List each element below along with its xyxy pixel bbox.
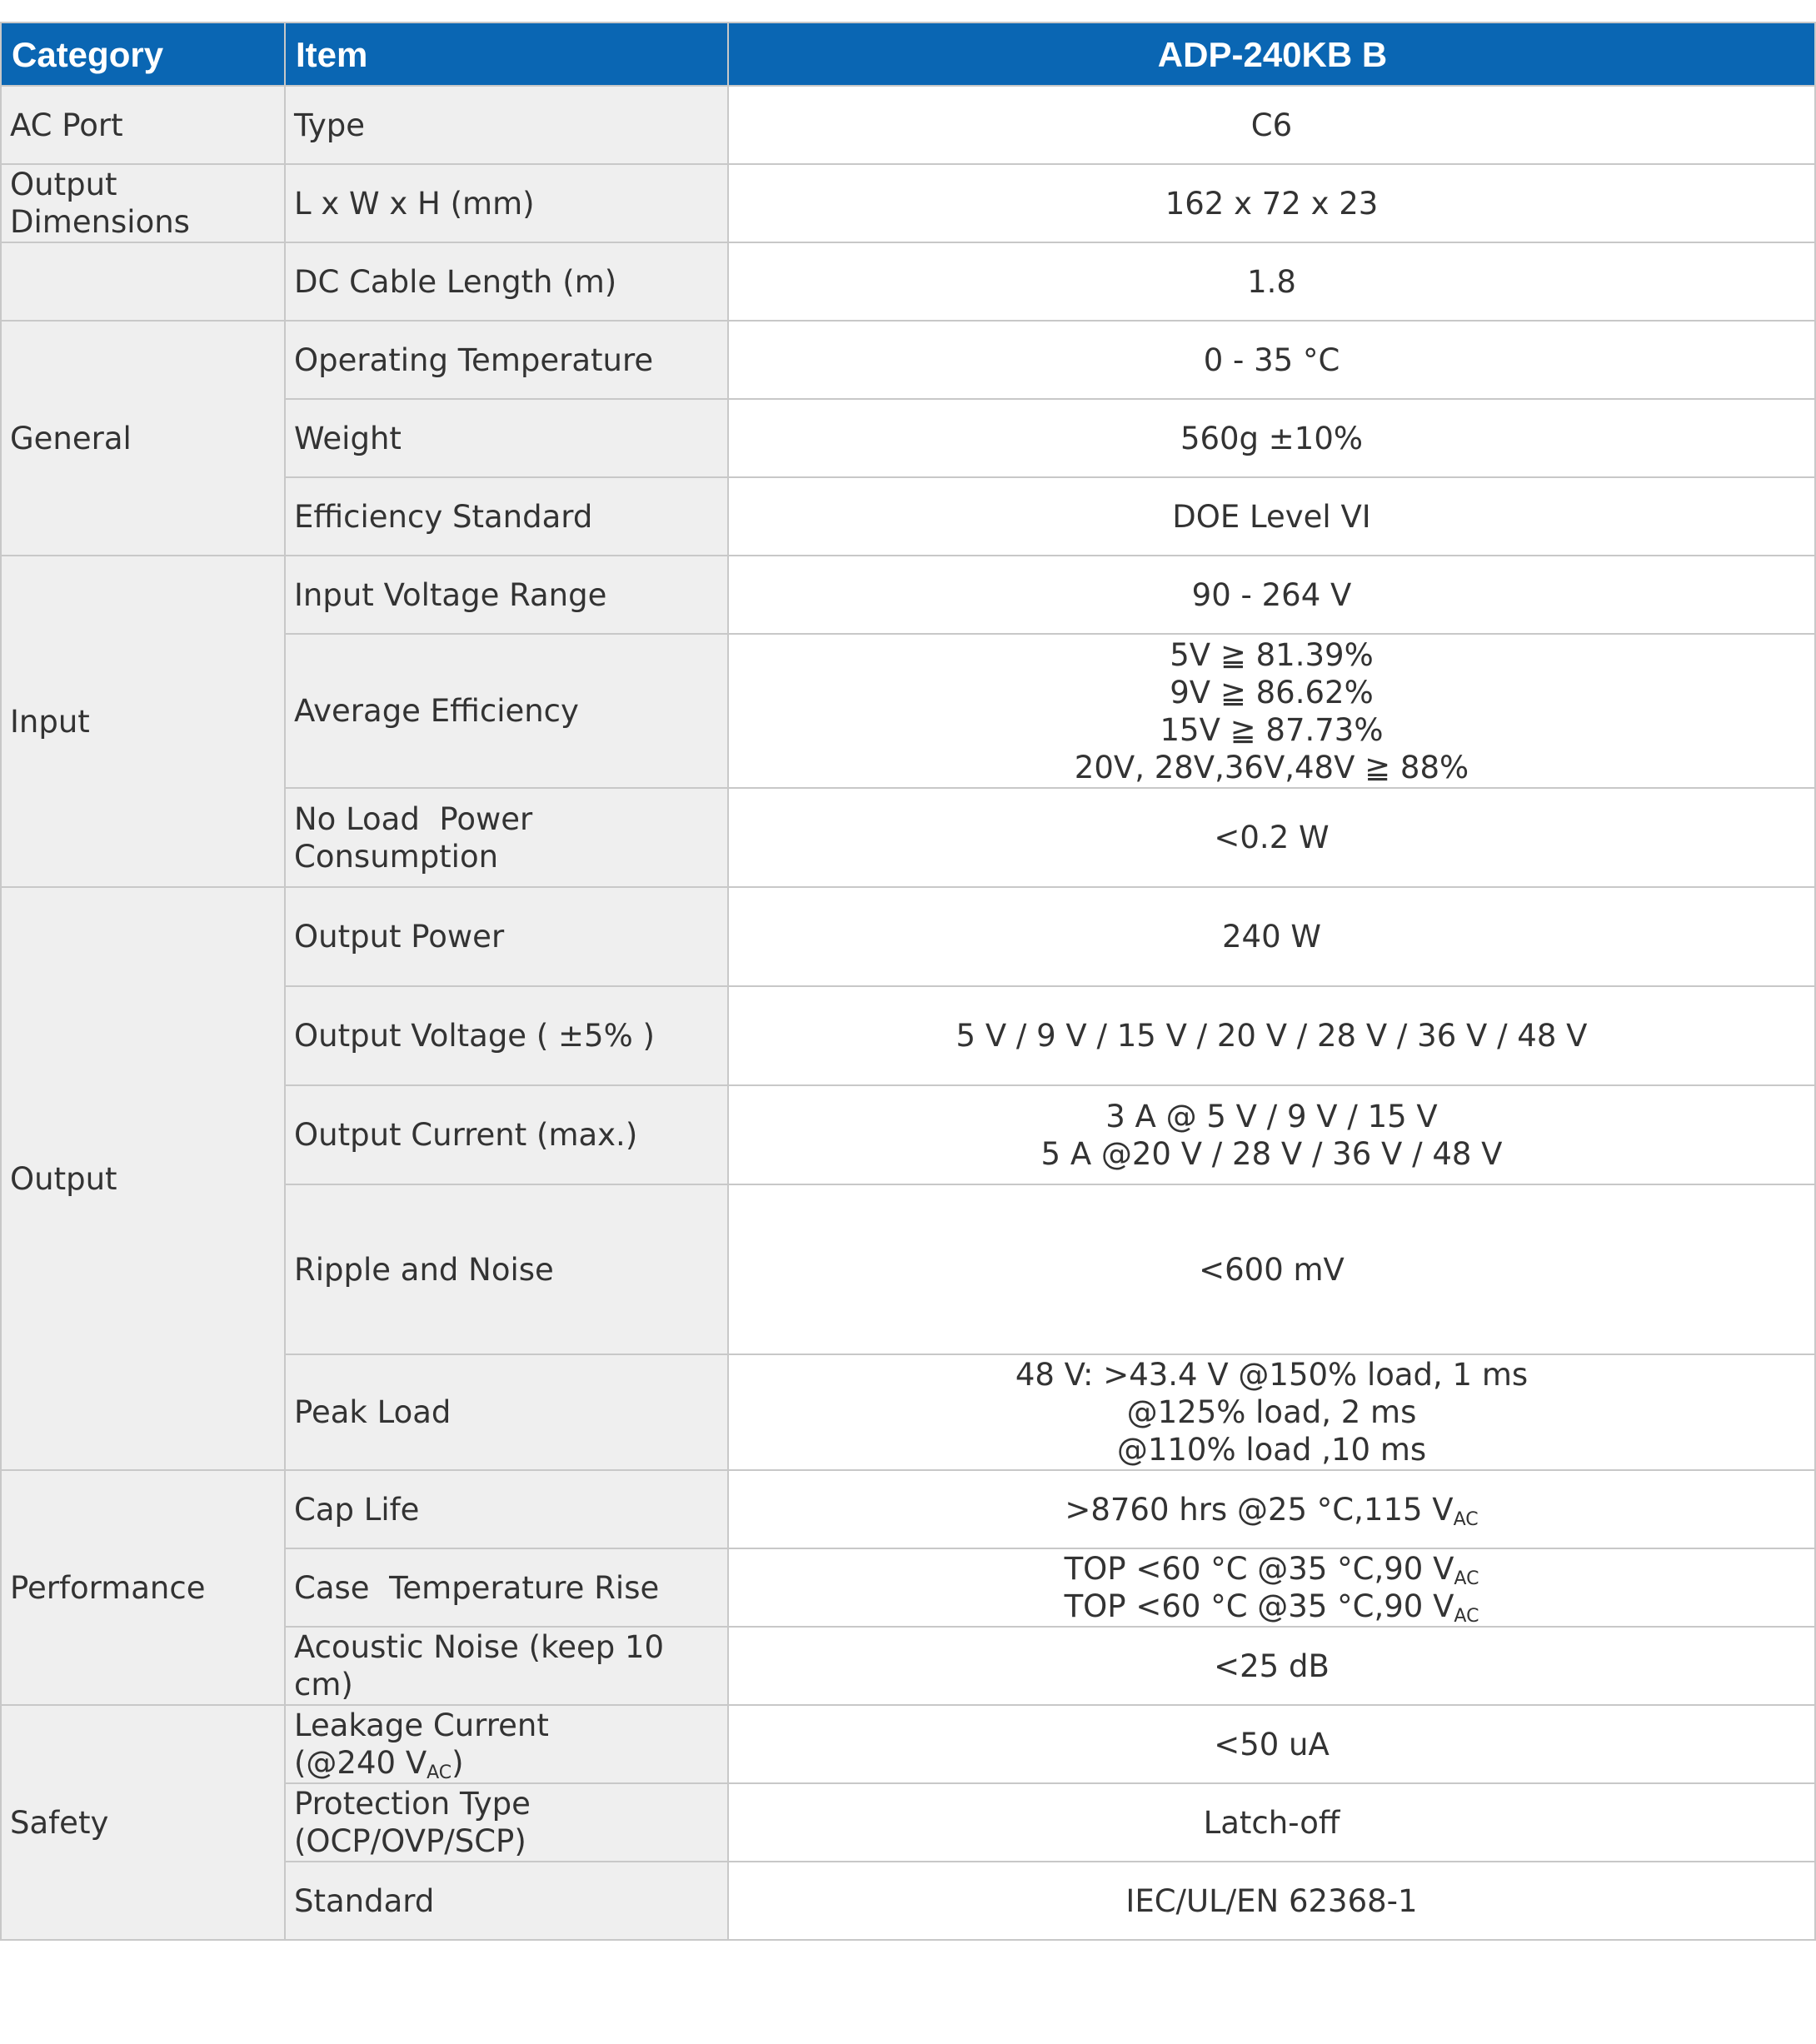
value-cell — [728, 1354, 1815, 1470]
item-cell: DC Cable Length (m) — [285, 242, 728, 321]
subscript: AC — [1454, 1568, 1479, 1589]
table-row — [1, 321, 1815, 399]
table-row — [1, 556, 1815, 634]
category-cell: Input — [1, 556, 285, 887]
item-line: (OCP/OVP/SCP) — [294, 1823, 526, 1859]
value-cell: 0 - 35 °C — [728, 321, 1815, 399]
value-cell: IEC/UL/EN 62368-1 — [728, 1862, 1815, 1940]
item-cell: Ripple and Noise — [285, 1184, 728, 1354]
item-cell: L x W x H (mm) — [285, 164, 728, 242]
table-row — [1, 1470, 1815, 1548]
table-row — [1, 1705, 1815, 1783]
value-cell: Latch-off — [728, 1783, 1815, 1862]
spec-table — [0, 22, 1816, 1941]
value-cell: 90 - 264 V — [728, 556, 1815, 634]
subscript: AC — [427, 1762, 452, 1783]
value-cell: 240 W — [728, 887, 1815, 986]
item-line: Leakage Current — [294, 1707, 549, 1743]
subscript: AC — [1453, 1508, 1479, 1530]
value-line — [737, 1588, 1806, 1625]
value-text: TOP <60 °C @35 °C,90 V — [1064, 1551, 1454, 1587]
item-text: (@240 V — [294, 1745, 427, 1781]
value-cell — [728, 1085, 1815, 1184]
item-cell: Acoustic Noise (keep 10 cm) — [285, 1627, 728, 1705]
item-cell: Efficiency Standard — [285, 477, 728, 556]
category-cell: General — [1, 321, 285, 556]
item-cell: Case Temperature Rise — [285, 1548, 728, 1627]
item-cell: Output Current (max.) — [285, 1085, 728, 1184]
category-cell: Safety — [1, 1705, 285, 1940]
item-line: No Load Power — [294, 800, 533, 837]
item-cell — [285, 788, 728, 887]
category-line: Dimensions — [10, 204, 190, 240]
value-line: 5 A @20 V / 28 V / 36 V / 48 V — [1040, 1135, 1503, 1172]
value-cell: <0.2 W — [728, 788, 1815, 887]
item-cell: Weight — [285, 399, 728, 477]
category-cell: Performance — [1, 1470, 285, 1705]
subscript: AC — [1454, 1606, 1479, 1627]
value-cell: <25 dB — [728, 1627, 1815, 1705]
header-row — [1, 22, 1815, 86]
category-cell — [1, 164, 285, 242]
item-cell: Output Power — [285, 887, 728, 986]
item-cell: Output Voltage ( ±5% ) — [285, 986, 728, 1085]
value-cell: DOE Level VI — [728, 477, 1815, 556]
table-row — [1, 164, 1815, 242]
item-cell: Standard — [285, 1862, 728, 1940]
item-cell — [285, 1705, 728, 1783]
item-cell: Type — [285, 86, 728, 164]
value-cell: C6 — [728, 86, 1815, 164]
category-line: Output — [10, 167, 117, 202]
value-line: 15V ≧ 87.73% — [1160, 711, 1384, 748]
value-line: 3 A @ 5 V / 9 V / 15 V — [1105, 1098, 1438, 1134]
item-cell: Cap Life — [285, 1470, 728, 1548]
category-cell — [1, 242, 285, 321]
value-line: 48 V: >43.4 V @150% load, 1 ms — [1015, 1357, 1529, 1393]
category-cell: Output — [1, 887, 285, 1470]
table-row — [1, 887, 1815, 986]
item-line: Protection Type — [294, 1786, 531, 1822]
item-cell: Input Voltage Range — [285, 556, 728, 634]
category-cell: AC Port — [1, 86, 285, 164]
value-line: @125% load, 2 ms — [1126, 1394, 1417, 1430]
value-cell — [728, 1548, 1815, 1627]
value-cell: <50 uA — [728, 1705, 1815, 1783]
value-line: @110% load ,10 ms — [1116, 1432, 1427, 1468]
value-cell: 560g ±10% — [728, 399, 1815, 477]
value-cell: <600 mV — [728, 1184, 1815, 1354]
value-cell: 162 x 72 x 23 — [728, 164, 1815, 242]
item-line: Consumption — [294, 838, 499, 875]
value-line — [737, 1550, 1806, 1588]
value-line: 5V ≧ 81.39% — [1170, 636, 1374, 673]
value-cell: 1.8 — [728, 242, 1815, 321]
value-line: 9V ≧ 86.62% — [1170, 674, 1374, 710]
value-cell: 5 V / 9 V / 15 V / 20 V / 28 V / 36 V / 48 V — [728, 986, 1815, 1085]
value-cell — [728, 634, 1815, 788]
table-row — [1, 242, 1815, 321]
value-text: >8760 hrs @25 °C,115 V — [1065, 1491, 1454, 1528]
item-text: ) — [452, 1745, 464, 1781]
value-cell — [728, 1470, 1815, 1548]
header-item: Item — [285, 22, 728, 86]
item-line — [294, 1744, 719, 1782]
value-line: 20V, 28V,36V,48V ≧ 88% — [1074, 749, 1469, 785]
item-cell: Average Efficiency — [285, 634, 728, 788]
header-model: ADP-240KB B — [728, 22, 1815, 86]
table-row — [1, 86, 1815, 164]
item-cell — [285, 1783, 728, 1862]
item-cell: Peak Load — [285, 1354, 728, 1470]
value-text: TOP <60 °C @35 °C,90 V — [1064, 1588, 1454, 1624]
header-category: Category — [1, 22, 285, 86]
item-cell: Operating Temperature — [285, 321, 728, 399]
